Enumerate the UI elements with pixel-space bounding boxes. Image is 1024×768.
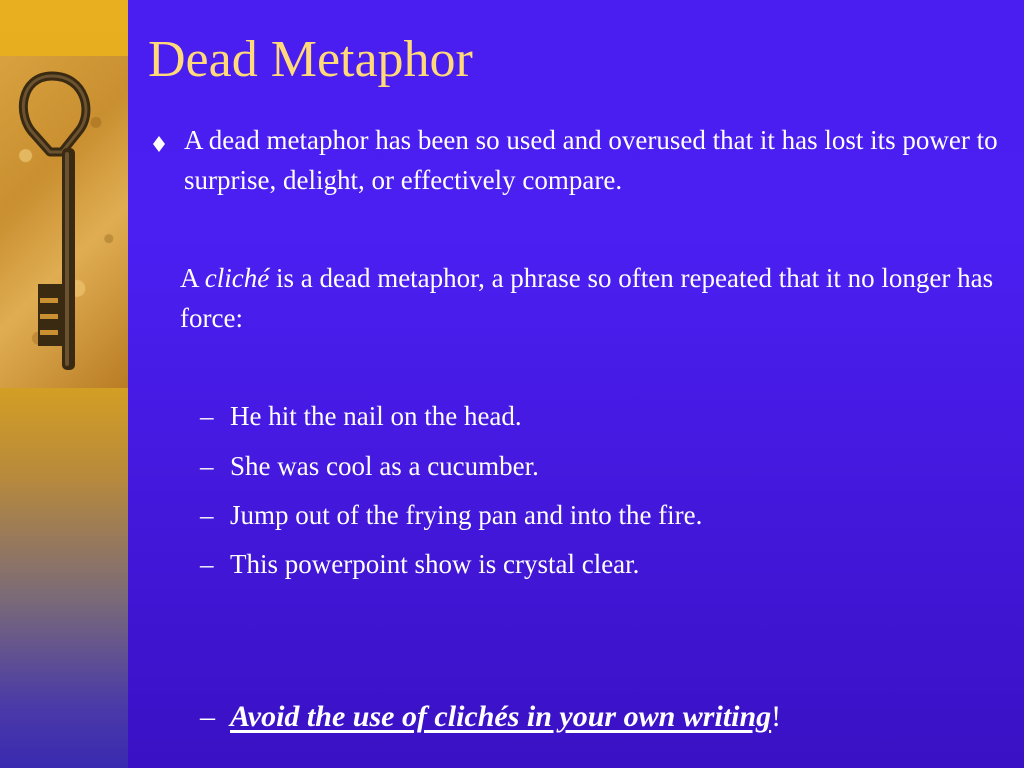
- advice-emphasis: Avoid the use of clichés in your own writing: [230, 700, 772, 733]
- cliche-definition: [180, 258, 1010, 338]
- dash-marker: –: [200, 401, 214, 431]
- dash-marker: –: [200, 500, 214, 530]
- example-text: He hit the nail on the head.: [230, 401, 522, 431]
- content-area: [128, 0, 1024, 768]
- example-item: [200, 546, 639, 582]
- dash-marker: –: [200, 451, 214, 481]
- example-text: She was cool as a cucumber.: [230, 451, 539, 481]
- example-item: [200, 398, 522, 434]
- cliche-word: cliché: [204, 263, 270, 293]
- slide-title: Dead Metaphor: [148, 31, 473, 88]
- example-item: [200, 497, 702, 533]
- cliche-text-after: is a dead metaphor, a phrase so often repeated that it no longer has force:: [180, 263, 994, 333]
- antique-key-icon: [0, 56, 128, 388]
- diamond-bullet-icon: [152, 134, 166, 154]
- cliche-text-before: A: [180, 263, 205, 293]
- example-text: This powerpoint show is crystal clear.: [230, 549, 640, 579]
- sidebar-panel: [0, 0, 128, 768]
- key-photo: [0, 56, 128, 388]
- dash-marker: –: [200, 549, 214, 579]
- example-text: Jump out of the frying pan and into the fire.: [230, 500, 703, 530]
- dash-marker: –: [200, 700, 215, 733]
- advice-suffix: !: [771, 700, 782, 733]
- final-advice: [200, 697, 781, 737]
- example-item: [200, 448, 539, 484]
- dead-metaphor-definition: A dead metaphor has been so used and overused that it has lost its power to surprise, delight, or effectively compare.: [184, 125, 998, 195]
